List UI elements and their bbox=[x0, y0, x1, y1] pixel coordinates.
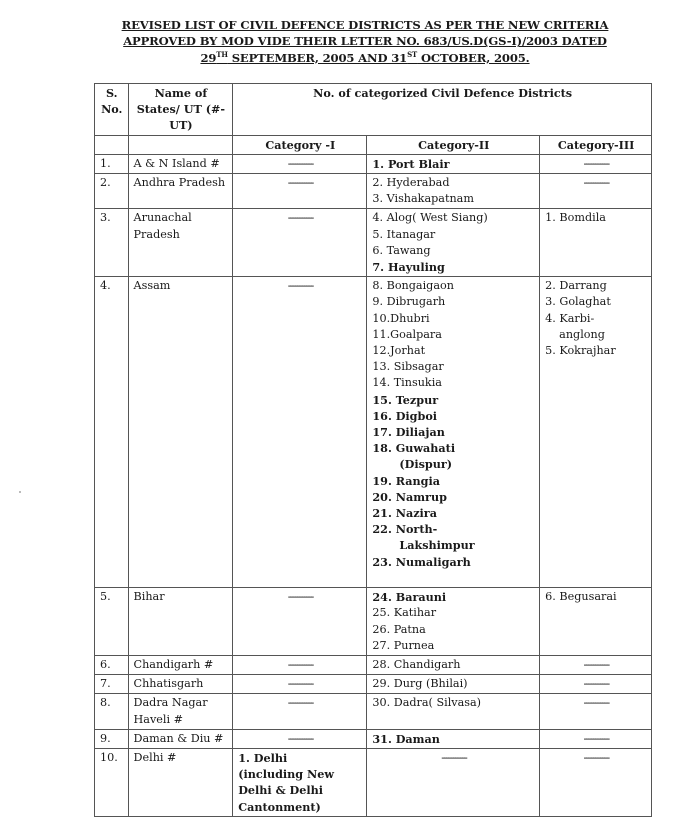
empty-dash: ----------- bbox=[540, 694, 652, 729]
cell-category-1 bbox=[233, 748, 367, 816]
district-entry: 13. Sibsagar bbox=[372, 360, 444, 374]
scan-speck bbox=[19, 491, 21, 493]
cell-category-2 bbox=[367, 588, 540, 656]
cell-category-2 bbox=[367, 209, 540, 277]
cell-category-3 bbox=[540, 588, 652, 656]
district-entry: 17. Diliajan bbox=[372, 425, 445, 440]
district-entry: 12.Jorhat bbox=[372, 344, 426, 358]
empty-dash: ----------- bbox=[233, 729, 367, 748]
table-row bbox=[95, 209, 652, 277]
cell-category-2 bbox=[367, 694, 540, 729]
district-entry: 19. Rangia bbox=[372, 473, 440, 488]
district-entry: Lakshimpur bbox=[399, 538, 475, 553]
table-row bbox=[95, 675, 652, 694]
district-entry: 8. Bongaigaon bbox=[372, 279, 454, 293]
district-entry: (including New bbox=[238, 767, 334, 782]
district-entry: 4. Alog( West Siang) bbox=[372, 211, 488, 225]
cell-category-2 bbox=[367, 729, 540, 748]
district-entry: (Dispur) bbox=[399, 457, 453, 472]
table-row bbox=[95, 588, 652, 656]
district-entry: 5. Itanagar bbox=[372, 227, 436, 241]
cell-sno: 7. bbox=[95, 675, 129, 694]
empty-dash: ----------- bbox=[540, 154, 652, 173]
cell-sno: 9. bbox=[95, 729, 129, 748]
cell-state: Assam bbox=[128, 277, 233, 588]
districts-table bbox=[94, 83, 652, 817]
district-entry: 7. Hayuling bbox=[372, 260, 445, 275]
district-entry: 6. Tawang bbox=[372, 243, 431, 257]
empty-dash: ----------- bbox=[367, 748, 540, 816]
cell-state: A & N Island # bbox=[128, 154, 233, 173]
cell-category-2 bbox=[367, 655, 540, 674]
district-entry: 25. Katihar bbox=[372, 606, 437, 620]
district-entry: 6. Begusarai bbox=[545, 590, 617, 604]
subheader-empty-1 bbox=[95, 135, 129, 154]
header-category-2: Category-II bbox=[367, 135, 540, 154]
empty-dash: ----------- bbox=[540, 174, 652, 209]
cell-sno: 5. bbox=[95, 588, 129, 656]
table-row bbox=[95, 729, 652, 748]
district-entry: anglong bbox=[559, 327, 605, 341]
district-entry: 1. Delhi bbox=[238, 750, 288, 765]
district-entry: 28. Chandigarh bbox=[372, 657, 461, 671]
district-entry: 26. Patna bbox=[372, 622, 426, 636]
district-entry: 2. Hyderabad bbox=[372, 176, 450, 190]
district-entry: 24. Barauni bbox=[372, 590, 447, 605]
district-entry: 1. Bomdila bbox=[545, 211, 606, 225]
cell-category-2 bbox=[367, 174, 540, 209]
cell-state: Bihar bbox=[128, 588, 233, 656]
district-entry: 15. Tezpur bbox=[372, 392, 439, 407]
table-row bbox=[95, 154, 652, 173]
table-subheader-row bbox=[95, 135, 652, 154]
cell-state: Dadra Nagar Haveli # bbox=[128, 694, 233, 729]
cell-sno: 4. bbox=[95, 277, 129, 588]
subheader-empty-2 bbox=[128, 135, 233, 154]
cell-sno: 8. bbox=[95, 694, 129, 729]
table-row bbox=[95, 655, 652, 674]
district-entry: 22. North- bbox=[372, 522, 438, 537]
empty-dash: ----------- bbox=[540, 729, 652, 748]
district-entry: 10.Dhubri bbox=[372, 311, 430, 325]
table-header-row bbox=[95, 84, 652, 136]
district-entry: 31. Daman bbox=[372, 731, 440, 746]
header-category-3: Category-III bbox=[540, 135, 652, 154]
cell-sno: 2. bbox=[95, 174, 129, 209]
cell-sno: 1. bbox=[95, 154, 129, 173]
empty-dash: ----------- bbox=[233, 588, 367, 656]
district-entry: 29. Durg (Bhilai) bbox=[372, 677, 468, 691]
title-line-2: APPROVED BY MOD VIDE THEIR LETTER NO. 683/US.D(GS-I)/2003 DATED bbox=[123, 34, 607, 49]
district-entry: 21. Nazira bbox=[372, 506, 437, 521]
cell-category-3 bbox=[540, 209, 652, 277]
cell-category-2 bbox=[367, 277, 540, 588]
empty-dash: ----------- bbox=[540, 748, 652, 816]
district-entry: 3. Golaghat bbox=[545, 295, 611, 309]
empty-dash: ----------- bbox=[233, 277, 367, 588]
district-entry: 5. Kokrajhar bbox=[545, 344, 616, 358]
empty-dash: ----------- bbox=[233, 209, 367, 277]
empty-dash: ----------- bbox=[233, 154, 367, 173]
district-entry: 1. Port Blair bbox=[372, 156, 450, 171]
district-entry: 4. Karbi- bbox=[545, 311, 595, 325]
empty-dash: ----------- bbox=[233, 174, 367, 209]
table-row bbox=[95, 174, 652, 209]
table-row bbox=[95, 694, 652, 729]
empty-dash: ----------- bbox=[540, 655, 652, 674]
district-entry: 3. Vishakapatnam bbox=[372, 192, 474, 206]
district-entry: 23. Numaligarh bbox=[372, 554, 471, 569]
district-entry: 16. Digboi bbox=[372, 408, 438, 423]
empty-dash: ----------- bbox=[233, 675, 367, 694]
cell-state: Chandigarh # bbox=[128, 655, 233, 674]
cell-state: Andhra Pradesh bbox=[128, 174, 233, 209]
empty-dash: ----------- bbox=[233, 655, 367, 674]
title-line-3: 29TH SEPTEMBER, 2005 AND 31ST OCTOBER, 2005. bbox=[200, 49, 530, 65]
cell-state: Chhatisgarh bbox=[128, 675, 233, 694]
district-entry: 20. Namrup bbox=[372, 489, 447, 504]
district-entry: 9. Dibrugarh bbox=[372, 295, 446, 309]
cell-sno: 10. bbox=[95, 748, 129, 816]
cell-category-2 bbox=[367, 154, 540, 173]
district-entry: 27. Purnea bbox=[372, 638, 435, 652]
empty-dash: ----------- bbox=[540, 675, 652, 694]
district-entry: Cantonment) bbox=[238, 799, 321, 814]
title-line-1: REVISED LIST OF CIVIL DEFENCE DISTRICTS AS PER THE NEW CRITERIA bbox=[121, 18, 609, 32]
header-group: No. of categorized Civil Defence Districts bbox=[233, 84, 652, 136]
cell-state: Arunachal Pradesh bbox=[128, 209, 233, 277]
cell-category-2 bbox=[367, 675, 540, 694]
cell-state: Delhi # bbox=[128, 748, 233, 816]
header-state: Name of States/ UT (#-UT) bbox=[128, 84, 233, 136]
district-entry: 2. Darrang bbox=[545, 279, 607, 293]
district-entry: 18. Guwahati bbox=[372, 441, 456, 456]
district-entry: 14. Tinsukia bbox=[372, 376, 442, 390]
district-entry: 30. Dadra( Silvasa) bbox=[372, 696, 482, 710]
header-sno: S. No. bbox=[95, 84, 129, 136]
empty-dash: ----------- bbox=[233, 694, 367, 729]
cell-sno: 3. bbox=[95, 209, 129, 277]
cell-state: Daman & Diu # bbox=[128, 729, 233, 748]
document-title bbox=[92, 17, 638, 66]
table-row bbox=[95, 748, 652, 816]
cell-category-3 bbox=[540, 277, 652, 588]
district-entry: 11.Goalpara bbox=[372, 327, 442, 341]
district-entry: Delhi & Delhi bbox=[238, 783, 324, 798]
header-category-1: Category -I bbox=[233, 135, 367, 154]
cell-sno: 6. bbox=[95, 655, 129, 674]
table-row bbox=[95, 277, 652, 588]
